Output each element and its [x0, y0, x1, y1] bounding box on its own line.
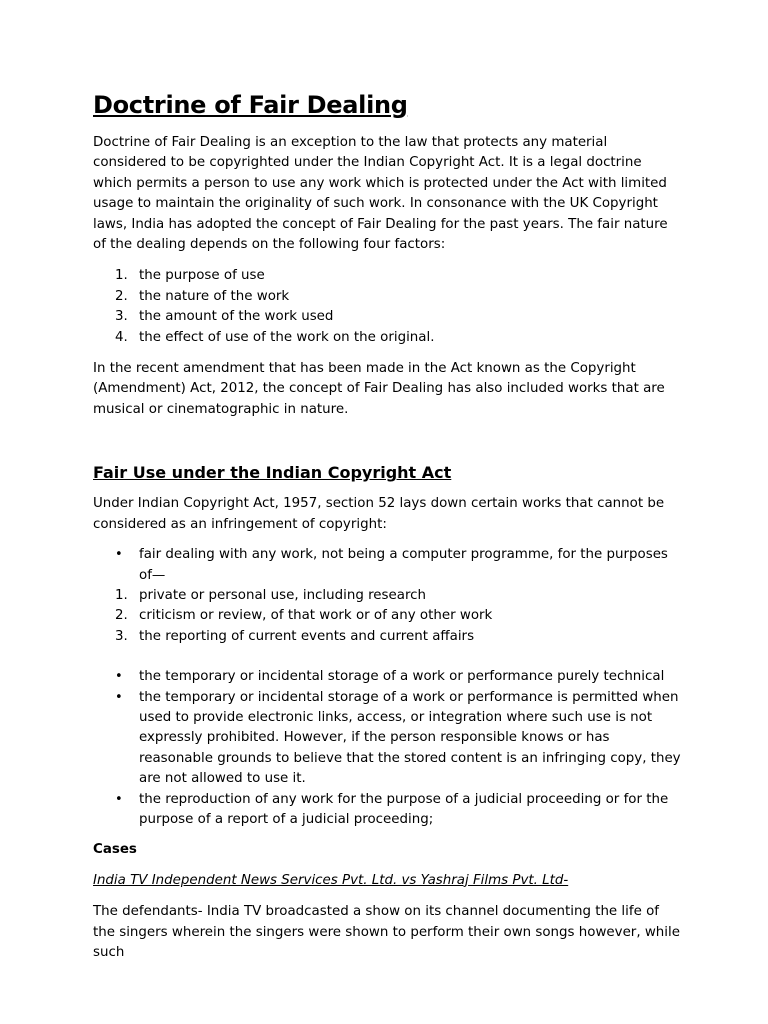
list-item-text: private or personal use, including research — [139, 587, 427, 603]
bullet-marker: • — [115, 791, 123, 807]
amendment-paragraph: In the recent amendment that has been made in the Act known as the Copyright (Amendment) Act, 2012, the concept of Fair Dealing has also included works that are musical or cinematographic in nature. — [93, 361, 665, 417]
bullet-marker: • — [115, 669, 123, 685]
factors-list — [93, 266, 683, 348]
intro-paragraph: Doctrine of Fair Dealing is an exception to the law that protects any material considered to be copyrighted under the Indian Copyright Act. It is a legal doctrine which permits a person to use any work which is protected under the Act with limited usage to maintain the originality of such work. In consonance with the UK Copyright laws, India has adopted the concept of Fair Dealing for the past years. The fair nature of the dealing depends on the following four factors: — [93, 135, 668, 253]
list-number: 2. — [115, 608, 128, 624]
cases-heading: Cases — [93, 842, 137, 858]
list-item — [93, 627, 683, 647]
list-item-text: the amount of the work used — [139, 309, 334, 325]
document-title: Doctrine of Fair Dealing — [93, 91, 408, 119]
list-item-text: the nature of the work — [139, 288, 290, 304]
fair-dealing-list — [93, 545, 683, 647]
list-item-text: the reproduction of any work for the purpose of a judicial proceeding or for the purpose of a report of a judicial proceeding; — [139, 791, 669, 827]
list-number: 3. — [115, 309, 128, 325]
list-item-text: fair dealing with any work, not being a computer programme, for the purposes of— — [139, 547, 668, 583]
list-item — [93, 307, 683, 327]
list-number: 2. — [115, 288, 128, 304]
bullet-marker: • — [115, 689, 123, 705]
list-number: 3. — [115, 628, 128, 644]
list-item-text: the effect of use of the work on the original. — [139, 329, 435, 345]
list-item — [93, 266, 683, 286]
bullet-marker: • — [115, 547, 123, 563]
list-item-text: the reporting of current events and current affairs — [139, 628, 475, 644]
list-item-text: the purpose of use — [139, 268, 265, 284]
list-number: 1. — [115, 268, 128, 284]
section-intro-paragraph: Under Indian Copyright Act, 1957, section 52 lays down certain works that cannot be considered as an infringement of copyright: — [93, 496, 665, 532]
list-item — [93, 287, 683, 307]
case-paragraph: The defendants- India TV broadcasted a show on its channel documenting the life of the singers wherein the singers were shown to perform their own songs however, while such — [93, 904, 680, 960]
list-item — [93, 790, 683, 831]
list-item-text: criticism or review, of that work or of any other work — [139, 608, 493, 624]
list-item-text: the temporary or incidental storage of a work or performance purely technical — [139, 669, 665, 685]
list-item — [93, 328, 683, 348]
list-number: 1. — [115, 587, 128, 603]
list-item — [93, 667, 683, 687]
list-number: 4. — [115, 329, 128, 345]
document-body — [93, 88, 683, 963]
list-item-text: the temporary or incidental storage of a work or performance is permitted when used to provide electronic links, access, or integration where such use is not expressly prohibited. However, if the person responsible knows or has reasonable grounds to believe that the stored content is an infringing copy, they are not allowed to use it. — [139, 689, 681, 787]
list-item — [93, 545, 683, 586]
list-item — [93, 586, 683, 606]
storage-reproduction-list — [93, 667, 683, 830]
list-item — [93, 688, 683, 790]
section-heading: Fair Use under the Indian Copyright Act — [93, 463, 452, 483]
case-title: India TV Independent News Services Pvt. Ltd. vs Yashraj Films Pvt. Ltd- — [93, 872, 569, 888]
list-item — [93, 606, 683, 626]
